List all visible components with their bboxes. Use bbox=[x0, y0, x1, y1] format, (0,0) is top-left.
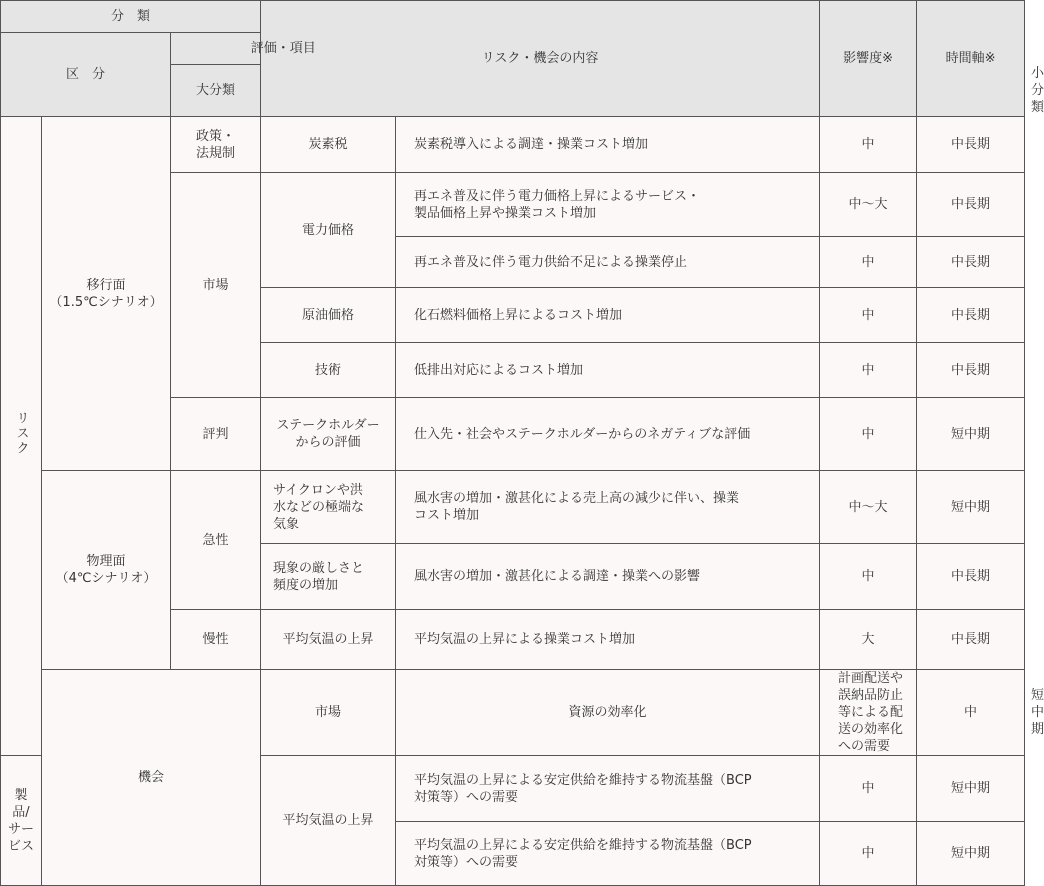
minor-extreme-weather: サイクロンや洪 水などの極端な 気象 bbox=[261, 471, 396, 544]
major-policy: 政策・ 法規制 bbox=[171, 117, 261, 173]
row-timeline: 中長期 bbox=[917, 288, 1025, 343]
major-opportunity-market: 市場 bbox=[261, 670, 396, 756]
header-major-class: 大分類 bbox=[171, 65, 261, 117]
minor-temperature-rise: 平均気温の上昇 bbox=[261, 610, 396, 670]
header-evaluation-item: 評価・項目 bbox=[171, 33, 396, 65]
header-classification: 分 類 bbox=[1, 1, 261, 33]
row-content: 再エネ普及に伴う電力供給不足による操業停止 bbox=[396, 237, 820, 288]
minor-temperature-rise-opportunity: 平均気温の上昇 bbox=[261, 756, 396, 886]
major-acute: 急性 bbox=[171, 471, 261, 610]
group-risk: リスク bbox=[1, 117, 42, 756]
header-row-3: 大分類 小分類 bbox=[1, 65, 1025, 117]
row-content: 仕入先・社会やステークホルダーからのネガティブな評価 bbox=[396, 398, 820, 471]
row-impact: 中 bbox=[820, 398, 917, 471]
row-content: 計画配送や誤納品防止等による配送の効率化への需要 bbox=[820, 670, 917, 756]
row-timeline: 中長期 bbox=[917, 173, 1025, 237]
major-chronic: 慢性 bbox=[171, 610, 261, 670]
row-impact: 中 bbox=[820, 343, 917, 398]
row-impact: 中 bbox=[820, 237, 917, 288]
table-row: 機会 市場 資源の効率化 計画配送や誤納品防止等による配送の効率化への需要 中 短中期 bbox=[1, 670, 1025, 756]
table-row bbox=[1, 471, 1025, 544]
header-timeline: 時間軸※ bbox=[917, 1, 1025, 117]
minor-stakeholder-evaluation: ステークホルダー からの評価 bbox=[261, 398, 396, 471]
minor-severity-frequency: 現象の厳しさと 頻度の増加 bbox=[261, 544, 396, 610]
row-timeline: 中長期 bbox=[917, 610, 1025, 670]
minor-technology: 技術 bbox=[261, 343, 396, 398]
row-content: 低排出対応によるコスト増加 bbox=[396, 343, 820, 398]
row-timeline: 短中期 bbox=[917, 756, 1025, 822]
header-impact: 影響度※ bbox=[820, 1, 917, 117]
row-content: 平均気温の上昇による操業コスト増加 bbox=[396, 610, 820, 670]
row-content: 風水害の増加・激甚化による売上高の減少に伴い、操業 コスト増加 bbox=[396, 471, 820, 544]
row-content: 平均気温の上昇による安定供給を維持する物流基盤（BCP 対策等）への需要 bbox=[396, 822, 820, 886]
row-content: 再エネ普及に伴う電力価格上昇によるサービス・ 製品価格上昇や操業コスト増加 bbox=[396, 173, 820, 237]
major-product-service: 製品/ サービス bbox=[1, 756, 42, 886]
major-reputation: 評判 bbox=[171, 398, 261, 471]
row-timeline: 短中期 bbox=[917, 822, 1025, 886]
row-timeline: 短中期 bbox=[917, 471, 1025, 544]
row-content: 風水害の増加・激甚化による調達・操業への影響 bbox=[396, 544, 820, 610]
row-impact: 中 bbox=[917, 670, 1025, 756]
header-category: 区 分 bbox=[1, 33, 171, 117]
minor-resource-efficiency: 資源の効率化 bbox=[396, 670, 820, 756]
row-timeline: 中長期 bbox=[917, 544, 1025, 610]
group-transition: 移行面 （1.5℃シナリオ） bbox=[42, 117, 171, 471]
row-impact: 中 bbox=[820, 288, 917, 343]
row-content: 化石燃料価格上昇によるコスト増加 bbox=[396, 288, 820, 343]
row-timeline: 中長期 bbox=[917, 117, 1025, 173]
row-impact: 中 bbox=[820, 544, 917, 610]
group-opportunity: 機会 bbox=[42, 670, 261, 886]
table-row bbox=[1, 117, 1025, 173]
group-physical: 物理面 （4℃シナリオ） bbox=[42, 471, 171, 670]
row-impact: 中〜大 bbox=[820, 173, 917, 237]
minor-carbon-tax: 炭素税 bbox=[261, 117, 396, 173]
header-content: リスク・機会の内容 bbox=[261, 1, 820, 117]
row-timeline: 中長期 bbox=[917, 343, 1025, 398]
minor-power-price: 電力価格 bbox=[261, 173, 396, 288]
row-impact: 中 bbox=[820, 756, 917, 822]
row-content: 平均気温の上昇による安定供給を維持する物流基盤（BCP 対策等）への需要 bbox=[396, 756, 820, 822]
row-content: 炭素税導入による調達・操業コスト増加 bbox=[396, 117, 820, 173]
row-impact: 中 bbox=[820, 822, 917, 886]
row-timeline: 中長期 bbox=[917, 237, 1025, 288]
row-impact: 中 bbox=[820, 117, 917, 173]
minor-crude-price: 原油価格 bbox=[261, 288, 396, 343]
major-market: 市場 bbox=[171, 173, 261, 398]
row-timeline: 短中期 bbox=[917, 398, 1025, 471]
header-row-1 bbox=[1, 1, 1025, 33]
row-impact: 中〜大 bbox=[820, 471, 917, 544]
row-impact: 大 bbox=[820, 610, 917, 670]
